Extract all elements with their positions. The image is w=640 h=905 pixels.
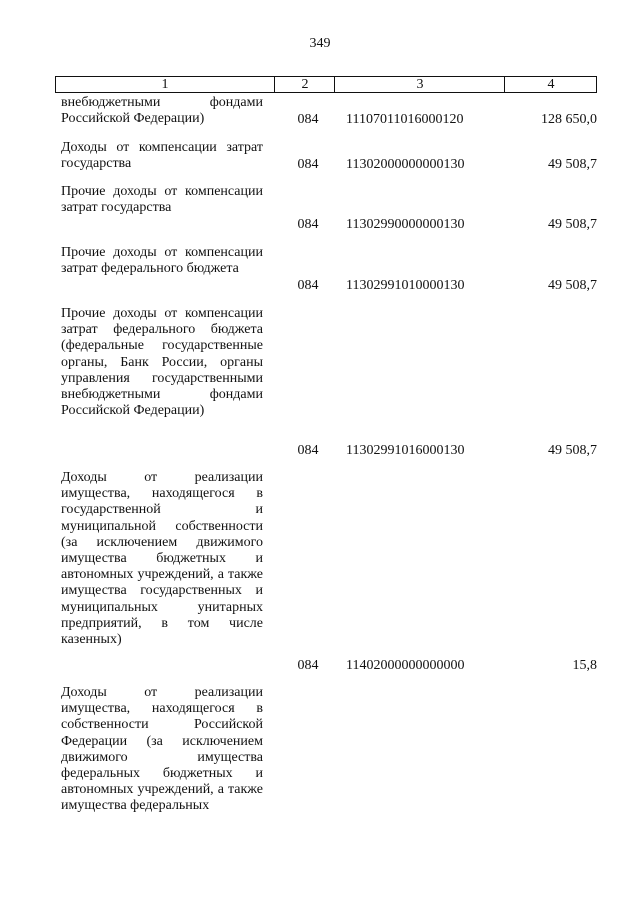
row-code: 084 bbox=[297, 217, 319, 232]
row-code: 084 bbox=[297, 157, 319, 172]
row-amount: 49 508,7 bbox=[548, 278, 597, 293]
row-description: Прочие доходы от компенсации затрат государства bbox=[61, 184, 263, 216]
row-description: Прочие доходы от компенсации затрат федерального бюджета (федеральные государственные органы, Банк России, органы управления государственными внебюджетными фондами Российской Федерации) bbox=[61, 306, 263, 419]
row-code: 084 bbox=[297, 443, 319, 458]
row-amount: 49 508,7 bbox=[548, 217, 597, 232]
row-amount: 49 508,7 bbox=[548, 157, 597, 172]
row-description: внебюджетными фондами Российской Федерации) bbox=[61, 95, 263, 127]
row-description: Доходы от компенсации затрат государства bbox=[61, 140, 263, 172]
header-col-2: 2 bbox=[274, 77, 335, 92]
row-kbk: 11107011016000120 bbox=[346, 112, 464, 127]
row-code: 084 bbox=[297, 112, 319, 127]
header-col-4: 4 bbox=[504, 77, 597, 92]
row-amount: 128 650,0 bbox=[541, 112, 597, 127]
row-description: Доходы от реализации имущества, находящегося в государственной и муниципальной собственности (за исключением движимого имущества бюджетных и автономных учреждений, а также имущества государственных и муниципальных унитарных предприятий, в том числе казенных) bbox=[61, 470, 263, 648]
row-kbk: 11302991016000130 bbox=[346, 443, 465, 458]
row-kbk: 11402000000000000 bbox=[346, 658, 465, 673]
row-code: 084 bbox=[297, 658, 319, 673]
row-kbk: 11302991010000130 bbox=[346, 278, 465, 293]
page-number: 349 bbox=[309, 36, 331, 51]
row-kbk: 11302990000000130 bbox=[346, 217, 465, 232]
row-description: Прочие доходы от компенсации затрат федерального бюджета bbox=[61, 245, 263, 277]
header-col-1: 1 bbox=[161, 77, 169, 92]
header-col-3: 3 bbox=[334, 77, 505, 92]
row-amount: 49 508,7 bbox=[548, 443, 597, 458]
row-kbk: 11302000000000130 bbox=[346, 157, 465, 172]
row-amount: 15,8 bbox=[572, 658, 597, 673]
row-code: 084 bbox=[297, 278, 319, 293]
table-header-row bbox=[55, 76, 597, 93]
row-description: Доходы от реализации имущества, находящегося в собственности Российской Федерации (за исключением движимого имущества федеральных бюджетных и автономных учреждений, а также имущества федеральных bbox=[61, 685, 263, 814]
